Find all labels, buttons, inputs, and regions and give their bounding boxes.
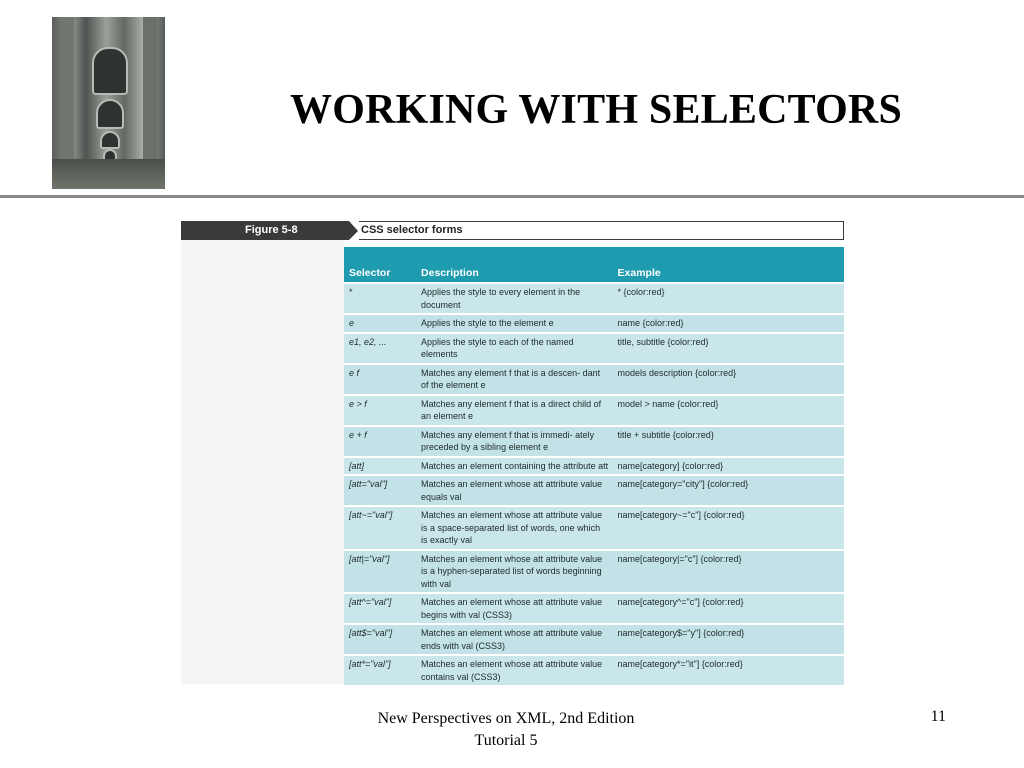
cell-selector: [att] xyxy=(344,457,416,476)
cell-description: Matches an element whose att attribute value contains val (CSS3) xyxy=(416,655,613,685)
cell-example: models description {color:red} xyxy=(613,364,844,395)
column-header-example: Example xyxy=(613,247,844,283)
cell-example: * {color:red} xyxy=(613,283,844,314)
column-header-description: Description xyxy=(416,247,613,283)
table-row xyxy=(344,593,844,624)
selector-table xyxy=(344,247,844,685)
cell-selector: e f xyxy=(344,364,416,395)
table-row xyxy=(344,475,844,506)
figure-title: CSS selector forms xyxy=(359,221,844,240)
cell-example: name {color:red} xyxy=(613,314,844,333)
cell-selector: e > f xyxy=(344,395,416,426)
figure-margin xyxy=(181,240,344,684)
cell-description: Applies the style to each of the named elements xyxy=(416,333,613,364)
cell-description: Matches an element whose att attribute value begins with val (CSS3) xyxy=(416,593,613,624)
cell-selector: e1, e2, ... xyxy=(344,333,416,364)
photo-floor xyxy=(52,159,165,189)
cell-description: Applies the style to the element e xyxy=(416,314,613,333)
cell-example: name[category~="c"] {color:red} xyxy=(613,506,844,550)
cell-description: Matches an element whose att attribute value equals val xyxy=(416,475,613,506)
cell-example: name[category] {color:red} xyxy=(613,457,844,476)
bridge-photo xyxy=(52,17,165,189)
cell-example: name[category^="c"] {color:red} xyxy=(613,593,844,624)
slide-title: WORKING WITH SELECTORS xyxy=(290,87,903,133)
cell-description: Matches an element containing the attribute att xyxy=(416,457,613,476)
table-row xyxy=(344,364,844,395)
cell-selector: [att^="val"] xyxy=(344,593,416,624)
figure-label: Figure 5-8 xyxy=(245,224,298,236)
photo-arch xyxy=(96,99,124,129)
cell-selector: * xyxy=(344,283,416,314)
figure-label-bar xyxy=(181,221,349,240)
cell-description: Matches an element whose att attribute value is a hyphen-separated list of words beginning with val xyxy=(416,550,613,594)
cell-description: Applies the style to every element in the document xyxy=(416,283,613,314)
table-row xyxy=(344,655,844,685)
cell-selector: e xyxy=(344,314,416,333)
figure-header xyxy=(181,221,844,240)
cell-example: model > name {color:red} xyxy=(613,395,844,426)
cell-example: title + subtitle {color:red} xyxy=(613,426,844,457)
cell-description: Matches any element f that is immedi- ately preceded by a sibling element e xyxy=(416,426,613,457)
table-row xyxy=(344,395,844,426)
figure xyxy=(181,221,844,684)
title-divider xyxy=(0,195,1024,198)
cell-selector: [att~="val"] xyxy=(344,506,416,550)
cell-selector: [att="val"] xyxy=(344,475,416,506)
table-row xyxy=(344,506,844,550)
cell-description: Matches an element whose att attribute value ends with val (CSS3) xyxy=(416,624,613,655)
cell-example: name[category$="y"] {color:red} xyxy=(613,624,844,655)
table-row xyxy=(344,314,844,333)
cell-selector: [att|="val"] xyxy=(344,550,416,594)
table-row xyxy=(344,333,844,364)
cell-description: Matches an element whose att attribute value is a space-separated list of words, one which is exactly val xyxy=(416,506,613,550)
table-row xyxy=(344,624,844,655)
table-row xyxy=(344,457,844,476)
table-row xyxy=(344,550,844,594)
page-number: 11 xyxy=(930,708,946,725)
cell-selector: [att*="val"] xyxy=(344,655,416,685)
cell-description: Matches any element f that is a descen- dant of the element e xyxy=(416,364,613,395)
cell-example: name[category|="c"] {color:red} xyxy=(613,550,844,594)
cell-example: name[category*="it"] {color:red} xyxy=(613,655,844,685)
cell-example: name[category="city"] {color:red} xyxy=(613,475,844,506)
table-row xyxy=(344,426,844,457)
footer-tutorial: Tutorial 5 xyxy=(474,732,538,749)
photo-arch xyxy=(92,47,128,95)
slide-footer xyxy=(300,708,712,752)
footer-book-title: New Perspectives on XML, 2nd Edition xyxy=(377,710,635,727)
cell-selector: e + f xyxy=(344,426,416,457)
figure-arrow xyxy=(349,221,358,240)
column-header-selector: Selector xyxy=(344,247,416,283)
table-row xyxy=(344,283,844,314)
cell-description: Matches any element f that is a direct child of an element e xyxy=(416,395,613,426)
photo-arch xyxy=(100,131,120,149)
cell-example: title, subtitle {color:red} xyxy=(613,333,844,364)
cell-selector: [att$="val"] xyxy=(344,624,416,655)
table-header-row xyxy=(344,247,844,283)
